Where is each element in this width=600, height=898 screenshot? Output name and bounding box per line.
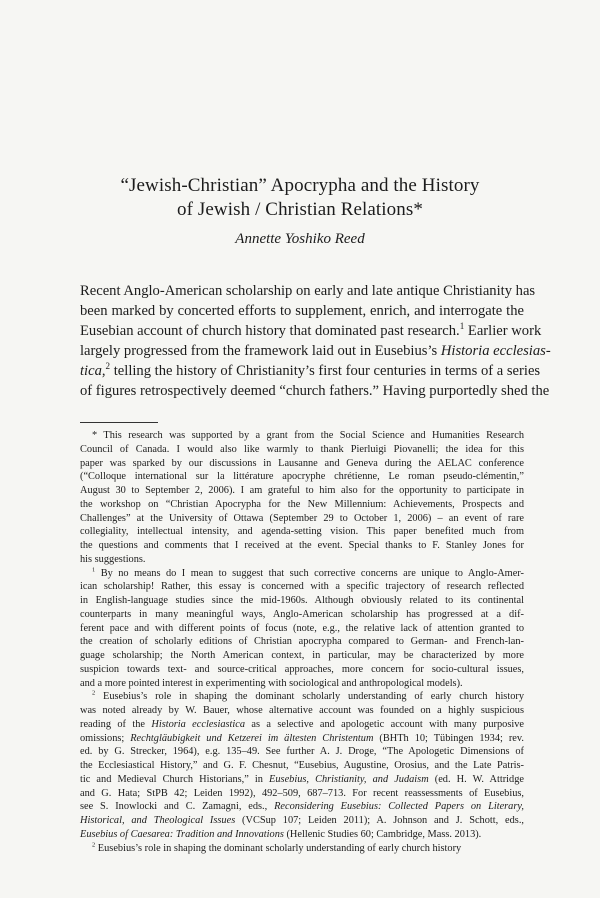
body-line: tica,$^2$ telling the history of Christianity’s first four centuries in terms of a series [80, 361, 541, 379]
body-line: Recent Anglo-American scholarship on early and late antique Christianity has [80, 283, 536, 299]
footnote-star-line: * This research was supported by a grant from the Social Science and Humanities Research [92, 430, 524, 441]
footnote-1-line: and a more pointed interest in experimenting with sociological and anthropological models). [80, 677, 463, 689]
body-paragraph [80, 281, 551, 401]
footnote-2-line: see S. Inowlocki and C. Zamagni, eds., Reconsidering Eusebius: Collected Papers on Literary, [80, 801, 524, 813]
footnote-ref-1: 1 [459, 321, 465, 332]
title-line-2: of Jewish / Christian Relations* [177, 199, 423, 220]
footnote-2-line: Historical, and Theological Issues (VCSup 107; Leiden 2011); A. Johnson and J. Schott, eds., [80, 815, 524, 826]
footnote-1-line: the creation of scholarly editions of Christian apocrypha compared to German- and French-lan- [80, 636, 524, 648]
title-line-1: “Jewish-Christian” Apocrypha and the History [120, 175, 480, 196]
footnote-number: 2 [92, 841, 96, 849]
footnote-2-line: tic and Medieval Church Historians,” in Eusebius, Christianity, and Judaism (ed. H. W. Attridge [80, 773, 524, 785]
footnote-star-line: August 30 to September 2, 2006). I am grateful to him also for the opportunity to participate in [80, 485, 524, 496]
footnote-star-line: paper was sparked by our discussions in Lausanne and Geneva during the AELAC conference [80, 457, 524, 469]
footnote-1-line: counterparts in many meaningful ways, Anglo-American scholarship has progressed at a dif- [80, 608, 524, 620]
footnote-1-line: suspicion towards text- and source-critical approaches, more concern for socio-cultural issues, [80, 663, 524, 675]
footnote-2-line: omissions; Rechtgläubigkeit und Ketzerei im ältesten Christentum (BHTh 10; Tübingen 1934; rev. [80, 732, 524, 744]
footnote-star-line: collegiality, intellectual intensity, and agenda-setting vision. This paper benefited much from [80, 526, 524, 538]
author-name: Annette Yoshiko Reed [235, 231, 365, 247]
body-line: largely progressed from the framework laid out in Eusebius’s Historia ecclesias- [80, 343, 551, 359]
footnote-1-line: ican scholarship! Rather, this essay is concerned with a specific trajectory of research reflected [80, 581, 524, 593]
footnote-star-line: the questions and comments that I received at the event. Special thanks to F. Stanley Jones for [80, 540, 524, 551]
article-title [0, 174, 600, 222]
footnote-2-line: $^2$ Eusebius’s role in shaping the dominant scholarly understanding of early church history [92, 689, 524, 703]
footnote-star-line: Council of Canada. I would also like warmly to thank Pierluigi Piovanelli; the idea for this [80, 443, 524, 455]
footnote-1-line: in English-language studies since the mid-1960s. Although obviously related to its continental [80, 595, 524, 606]
footnote-1-line: $^1$ By no means do I mean to suggest that such corrective concerns are unique to Anglo-Amer- [92, 566, 524, 579]
body-line: been marked by concerted efforts to supplement, enrich, and interrogate the [80, 303, 524, 319]
body-line: Eusebian account of church history that dominated past research.$^1$ Earlier work [80, 321, 542, 339]
footnotes [80, 429, 524, 855]
footnote-1-line: ferent pace and with different points of focus (note, e.g., the relative lack of attention granted to [80, 622, 524, 634]
footnote-star-line: the workshop on “Christian Apocrypha for the New Millennium: Achievements, Prospects and [80, 498, 524, 510]
footnote-1-line: guage scholarship; the North American context, in particular, may be characterized by more [80, 650, 524, 661]
footnote-2-line: Eusebius of Caesarea: Tradition and Innovations (Hellenic Studies 60; Cambridge, Mass. 2013). [80, 828, 482, 840]
footnote-divider [80, 422, 158, 423]
footnote-2-line: the Ecclesiastical History,” and G. F. Chesnut, “Eusebius, Augustine, Orosius, and the Late Patris- [80, 760, 524, 771]
footnote-ref-2: 2 [105, 361, 111, 372]
footnote-number: 2 [92, 689, 96, 697]
footnote-2-line: and G. Hata; StPB 42; Leiden 1992), 492–509, 687–713. For recent reassessments of Eusebius, [80, 787, 524, 799]
footnote-2-line: ed. by G. Strecker, 1964), e.g. 135–49. See further A. J. Droge, “The Apologetic Dimensions of [80, 746, 524, 758]
footnote-2-line: reading of the Historia ecclesiastica as a selective and apologetic account with many purposive [80, 718, 524, 730]
footnote-number: 1 [92, 566, 96, 574]
footnote-star-line: (“Colloque international sur la littérature apocryphe chrétienne, Le roman pseudo-clémentin,” [80, 471, 524, 483]
footnote-2b-line: $^2$ Eusebius’s role in shaping the dominant scholarly understanding of early church history [92, 841, 462, 854]
body-line: of figures retrospectively deemed “church fathers.” Having purportedly shed the [80, 383, 550, 399]
footnote-star-line: Challenges” at the University of Ottawa (September 29 to October 1, 2006) – an event of rare [80, 512, 524, 524]
footnote-star-line: his suggestions. [80, 553, 146, 565]
footnote-2-line: was noted already by W. Bauer, whose alternative account was founded on a highly suspicious [80, 705, 524, 716]
